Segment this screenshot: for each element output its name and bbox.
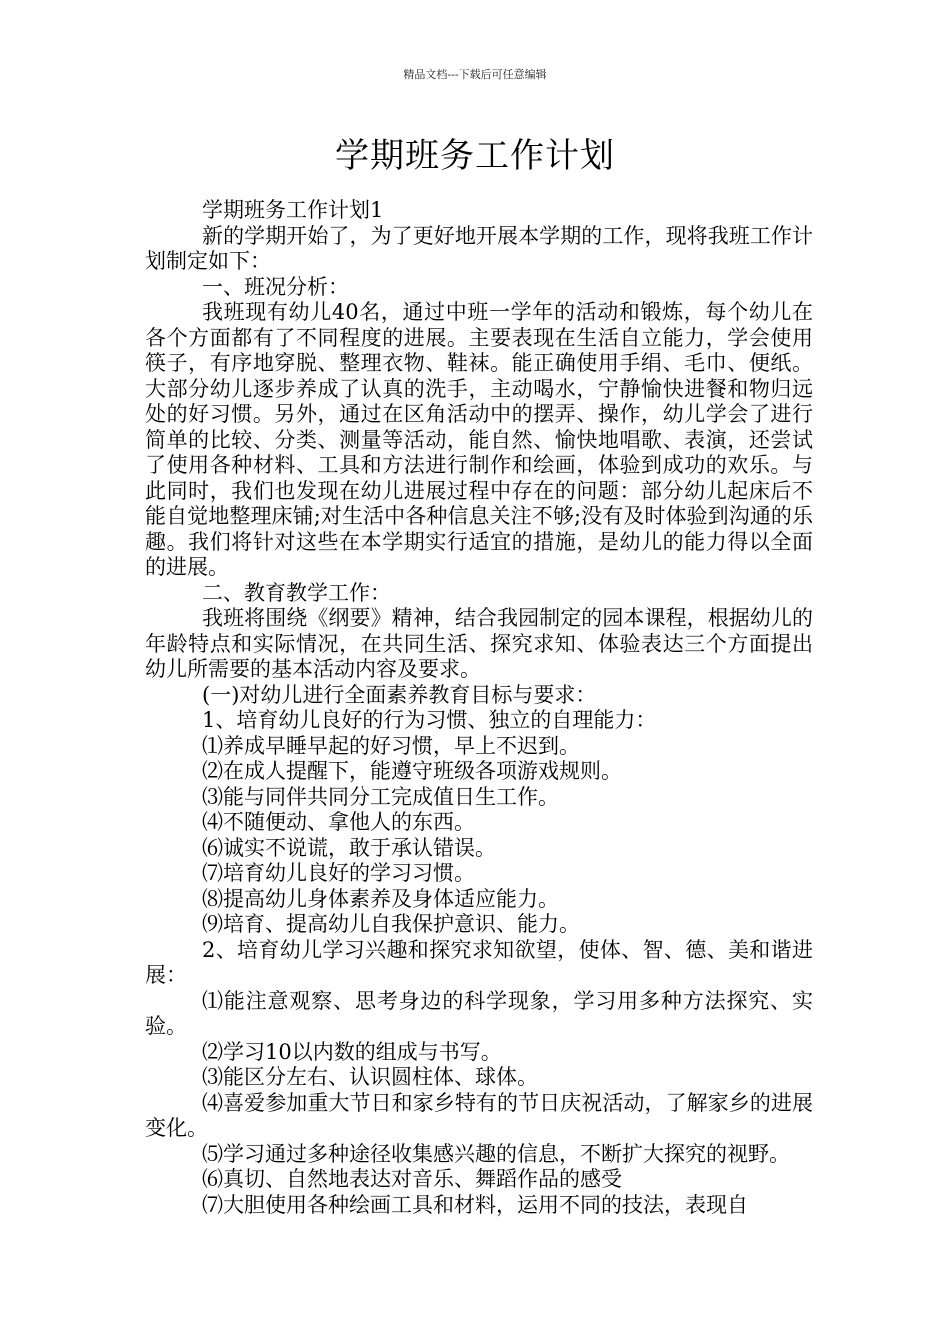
subsection-heading: (一)对幼儿进行全面素养教育目标与要求： bbox=[202, 682, 597, 707]
list-item: ⑹诚实不说谎，敢于承认错误。 bbox=[202, 835, 496, 860]
list-item: ⑹真切、自然地表达对音乐、舞蹈作品的感受 bbox=[202, 1167, 622, 1191]
list-item: ⑻提高幼儿身体素养及身体适应能力。 bbox=[202, 886, 559, 911]
section-heading: 一、班况分析： bbox=[202, 274, 349, 299]
list-item: ⑼培育、提高幼儿自我保护意识、能力。 bbox=[202, 912, 580, 936]
document-title: 学期班务工作计划 bbox=[335, 136, 615, 176]
list-item: ⑺大胆使用各种绘画工具和材料，运用不同的技法，表现自 bbox=[202, 1192, 748, 1217]
list-item: ⑷喜爱参加重大节日和家乡特有的节日庆祝活动，了解家乡的进展变化。 bbox=[145, 1090, 813, 1140]
paragraph: 新的学期开始了，为了更好地开展本学期的工作，现将我班工作计划制定如下： bbox=[145, 223, 813, 273]
list-item: ⑺培育幼儿良好的学习习惯。 bbox=[202, 861, 475, 885]
list-item: ⑴能注意观察、思考身边的科学现象，学习用多种方法探究、实验。 bbox=[145, 988, 813, 1038]
document-body bbox=[145, 198, 813, 1218]
list-item: ⑶能与同伴共同分工完成值日生工作。 bbox=[202, 784, 559, 809]
paragraph: 我班现有幼儿40名，通过中班一学年的活动和锻炼，每个幼儿在各个方面都有了不同程度的进展。主要表现在生活自立能力，学会使用筷子，有序地穿脱、整理衣物、鞋袜。能正确使用手绢、毛巾、便纸。大部分幼儿逐步养成了认真的洗手，主动喝水，宁静愉快进餐和物归远处的好习惯。另外，通过在区角活动中的摆弄、操作，幼儿学会了进行简单的比较、分类、测量等活动，能自然、愉快地唱歌、表演，还尝试了使用各种材料、工具和方法进行制作和绘画，体验到成功的欢乐。与此同时，我们也发现在幼儿进展过程中存在的问题：部分幼儿起床后不能自觉地整理床铺;对生活中各种信息关注不够;没有及时体验到沟通的乐趣。我们将针对这些在本学期实行适宜的措施，是幼儿的能力得以全面的进展。 bbox=[145, 300, 813, 579]
list-item: ⑷不随便动、拿他人的东西。 bbox=[202, 810, 475, 834]
list-heading: 1、培育幼儿良好的行为习惯、独立的自理能力： bbox=[202, 708, 657, 732]
list-item: ⑵学习10以内数的组成与书写。 bbox=[202, 1039, 502, 1064]
section-heading: 二、教育教学工作： bbox=[202, 580, 391, 605]
paragraph: 我班将围绕《纲要》精神，结合我园制定的园本课程，根据幼儿的年龄特点和实际情况，在共同生活、探究求知、体验表达三个方面提出幼儿所需要的基本活动内容及要求。 bbox=[145, 606, 813, 681]
list-item: ⑴养成早睡早起的好习惯，早上不迟到。 bbox=[202, 733, 580, 758]
list-heading: 2、培育幼儿学习兴趣和探究求知欲望，使体、智、德、美和谐进展： bbox=[145, 937, 813, 987]
list-item: ⑶能区分左右、认识圆柱体、球体。 bbox=[202, 1065, 538, 1089]
list-item: ⑵在成人提醒下，能遵守班级各项游戏规则。 bbox=[202, 759, 622, 783]
list-item: ⑸学习通过多种途径收集感兴趣的信息，不断扩大探究的视野。 bbox=[202, 1141, 790, 1166]
paragraph: 学期班务工作计划1 bbox=[202, 198, 384, 222]
header-note: 精品文档---下载后可任意编辑 bbox=[403, 68, 547, 81]
